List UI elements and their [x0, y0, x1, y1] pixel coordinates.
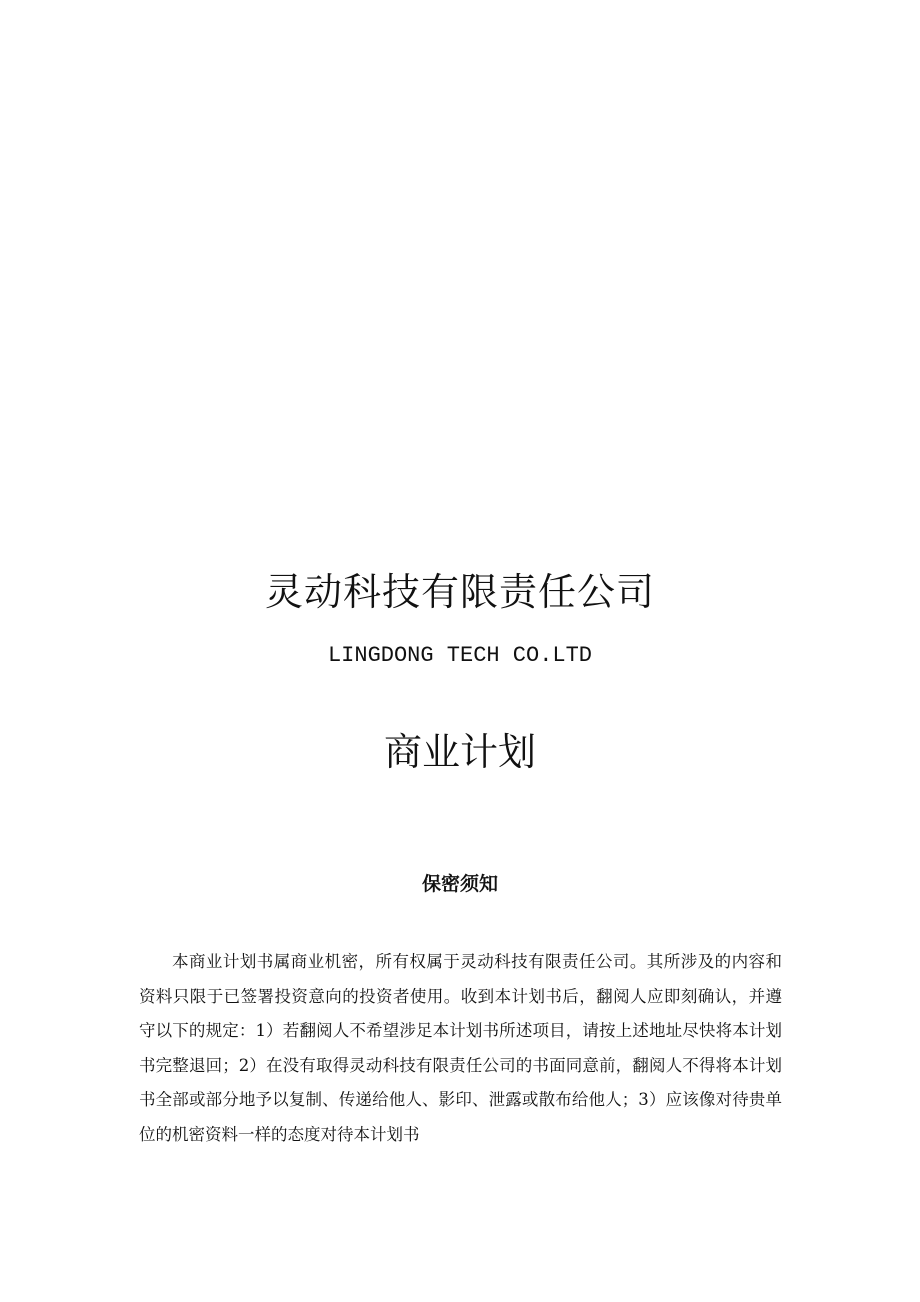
confidentiality-body: 本商业计划书属商业机密，所有权属于灵动科技有限责任公司。其所涉及的内容和资料只限于已签署投资意向的投资者使用。收到本计划书后，翻阅人应即刻确认，并遵守以下的规定：1）若翻阅人不希望涉足本计划书所述项目，请按上述地址尽快将本计划书完整退回；2）在没有取得灵动科技有限责任公司的书面同意前，翻阅人不得将本计划书全部或部分地予以复制、传递给他人、影印、泄露或散布给他人；3）应该像对待贵单位的机密资料一样的态度对待本计划书	[139, 952, 782, 1144]
company-name-chinese: 灵动科技有限责任公司	[264, 570, 655, 614]
company-name-english: LINGDONG TECH CO.LTD	[327, 643, 593, 668]
confidentiality-heading: 保密须知	[421, 873, 498, 895]
document-title: 商业计划	[383, 730, 536, 774]
